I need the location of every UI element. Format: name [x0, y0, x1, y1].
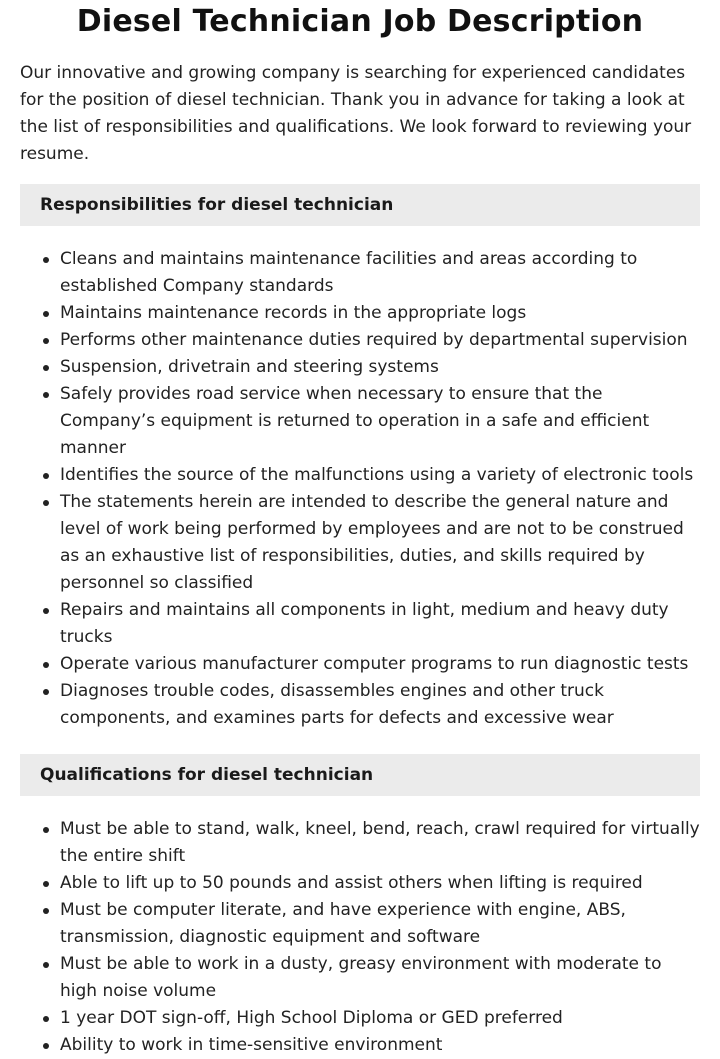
list-item: Must be computer literate, and have experience with engine, ABS, transmission, diagnostic equipment and software — [60, 897, 700, 951]
qualifications-heading: Qualifications for diesel technician — [20, 754, 700, 796]
list-item: Suspension, drivetrain and steering systems — [60, 354, 700, 381]
page-title: Diesel Technician Job Description — [76, 4, 644, 39]
intro-paragraph: Our innovative and growing company is searching for experienced candidates for the position of diesel technician. Thank you in advance for taking a look at the list of responsibilities and qualifications. We look forward to reviewing your resume. — [20, 63, 692, 164]
list-item: Able to lift up to 50 pounds and assist others when lifting is required — [60, 870, 700, 897]
list-item: Cleans and maintains maintenance facilities and areas according to established Company standards — [60, 246, 700, 300]
responsibilities-list — [20, 246, 700, 732]
responsibilities-heading: Responsibilities for diesel technician — [20, 184, 700, 226]
list-item: Operate various manufacturer computer programs to run diagnostic tests — [60, 651, 700, 678]
list-item: Identifies the source of the malfunctions using a variety of electronic tools — [60, 462, 700, 489]
list-item: Ability to work in time-sensitive environment — [60, 1032, 700, 1059]
list-item: 1 year DOT sign-off, High School Diploma or GED preferred — [60, 1005, 700, 1032]
list-item: Performs other maintenance duties required by departmental supervision — [60, 327, 700, 354]
list-item: Must be able to stand, walk, kneel, bend, reach, crawl required for virtually the entire shift — [60, 816, 700, 870]
list-item: The statements herein are intended to describe the general nature and level of work being performed by employees and are not to be construed as an exhaustive list of responsibilities, duties, and skills required by personnel so classified — [60, 489, 700, 597]
list-item: Diagnoses trouble codes, disassembles engines and other truck components, and examines parts for defects and excessive wear — [60, 678, 700, 732]
qualifications-list — [20, 816, 700, 1059]
list-item: Must be able to work in a dusty, greasy environment with moderate to high noise volume — [60, 951, 700, 1005]
list-item: Safely provides road service when necessary to ensure that the Company’s equipment is returned to operation in a safe and efficient manner — [60, 381, 700, 462]
list-item: Repairs and maintains all components in light, medium and heavy duty trucks — [60, 597, 700, 651]
list-item: Maintains maintenance records in the appropriate logs — [60, 300, 700, 327]
